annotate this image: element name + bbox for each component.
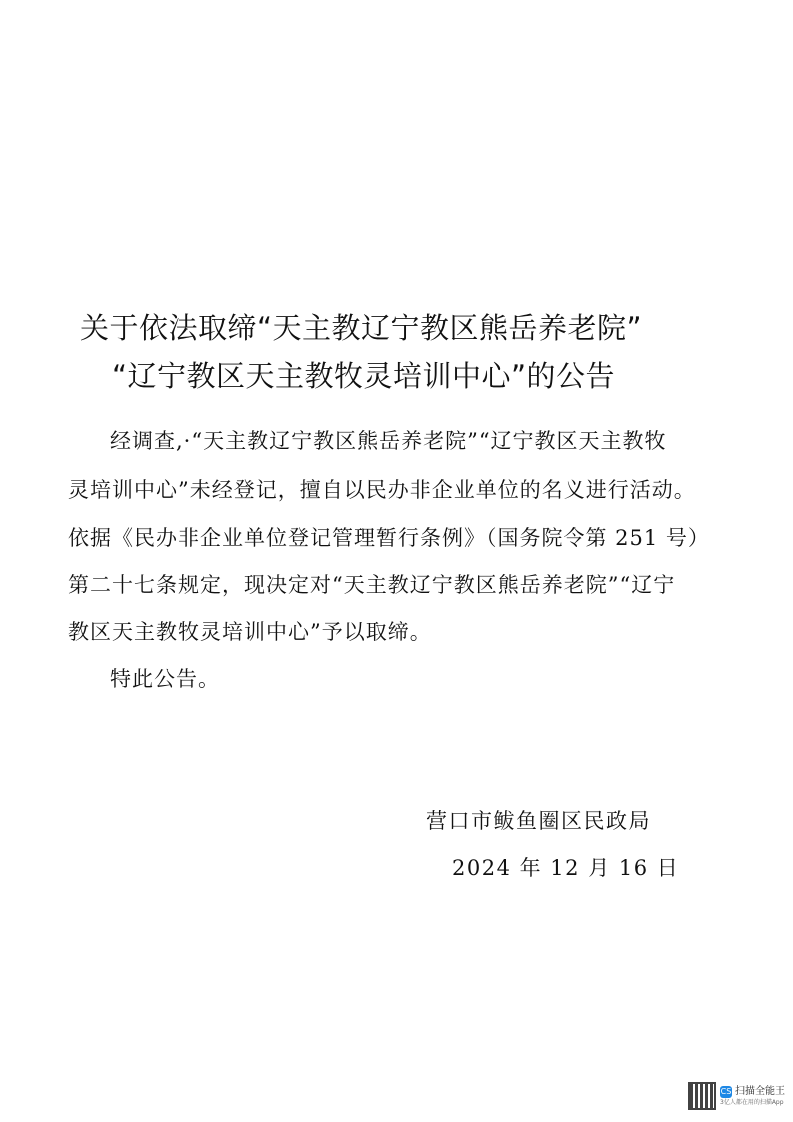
body-line-4: 第二十七条规定，现决定对“天主教辽宁教区熊岳养老院”“辽宁	[68, 573, 676, 597]
title-line-2: “辽宁教区天主教牧灵培训中心”的公告	[112, 359, 616, 393]
signature-organization: 营口市鲅鱼圈区民政局	[426, 809, 651, 833]
body-line-2: 灵培训中心”未经登记，擅自以民办非企业单位的名义进行活动。	[68, 478, 696, 502]
body-line-5: 教区天主教牧灵培训中心”予以取缔。	[68, 620, 432, 644]
qr-code-icon	[688, 1082, 716, 1110]
watermark-app-name: 扫描全能王	[735, 1085, 785, 1097]
camscanner-logo-icon: CS	[720, 1086, 732, 1096]
title-line-1: 关于依法取缔“天主教辽宁教区熊岳养老院”	[80, 311, 643, 345]
body-line-1: 经调查,·“天主教辽宁教区熊岳养老院”“辽宁教区天主教牧	[110, 429, 667, 453]
closing-line: 特此公告。	[110, 667, 220, 691]
body-line-3: 依据《民办非企业单位登记管理暂行条例》（国务院令第 251 号）	[68, 526, 710, 550]
watermark-tagline: 3亿人都在用的扫描App	[720, 1098, 784, 1106]
watermark-brand-row	[720, 1086, 785, 1098]
watermark-text	[720, 1086, 785, 1107]
scanner-watermark	[688, 1078, 788, 1114]
signature-date: 2024 年 12 月 16 日	[452, 856, 680, 880]
